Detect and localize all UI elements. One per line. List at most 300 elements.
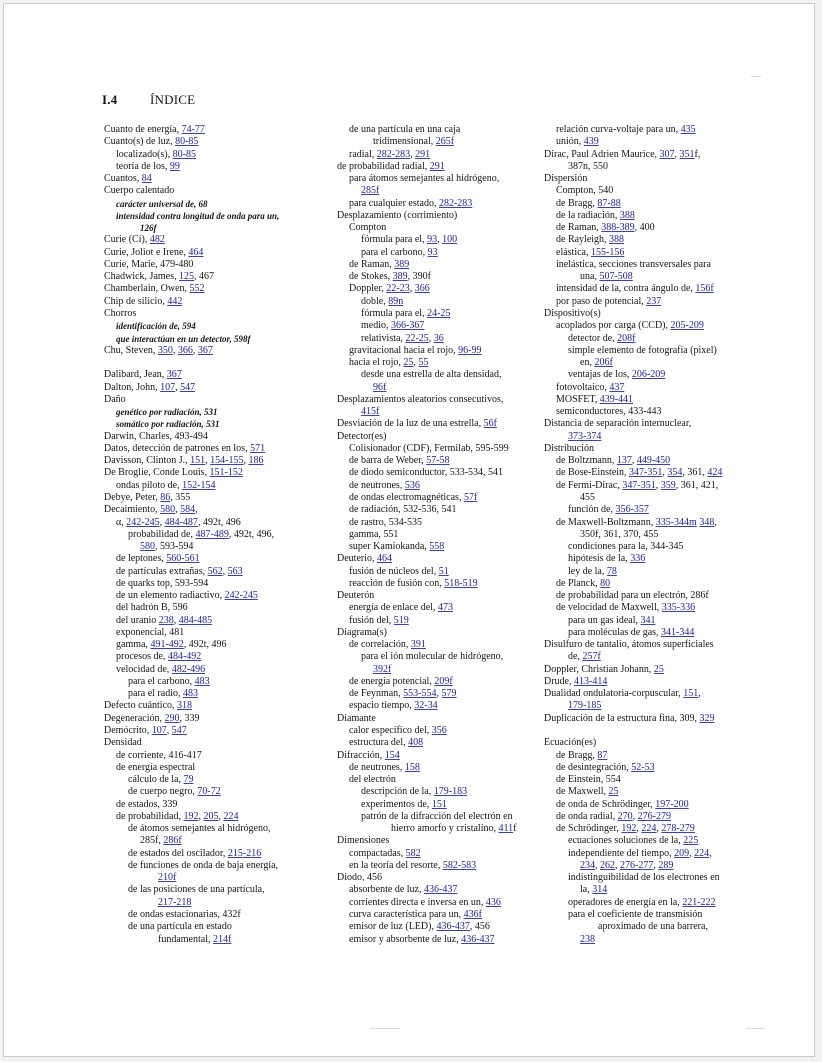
page-reference-link[interactable]: 314: [592, 884, 608, 896]
page-reference-link[interactable]: 214f: [212, 933, 232, 945]
entry-text: hacia el rojo,: [349, 357, 404, 369]
page-reference-link[interactable]: 391: [410, 639, 426, 651]
index-subentry: [337, 602, 555, 614]
page-reference-link[interactable]: 329: [699, 712, 715, 724]
page-reference-link[interactable]: 483: [182, 688, 198, 700]
entry-text: de probabilidad para un electrón, 286f: [556, 590, 709, 602]
index-entry: [544, 664, 776, 676]
index-subentry: [337, 725, 555, 737]
page-reference-link[interactable]: 491-492: [150, 639, 184, 651]
page-reference-link[interactable]: 80-85: [175, 136, 199, 148]
index-subentry: [104, 602, 322, 614]
page-reference-link[interactable]: 74-77: [181, 124, 205, 135]
page-reference-link[interactable]: 206-209: [631, 369, 666, 381]
page-reference-link[interactable]: 52-53: [631, 761, 655, 773]
entry-text: gravitacional hacia el rojo,: [349, 344, 459, 356]
index-subentry: [544, 627, 776, 639]
index-subentry: [544, 884, 776, 896]
index-subentry: [337, 529, 555, 541]
page-reference-link[interactable]: 276-279: [637, 810, 671, 822]
entry-text: teoría de los,: [116, 160, 170, 172]
page-reference-link[interactable]: 209f: [434, 675, 453, 687]
page-reference-link[interactable]: 107: [151, 725, 167, 737]
entry-text: Curie, Marie, 479-480: [104, 258, 194, 270]
index-subentry: [337, 467, 555, 479]
page-reference-link[interactable]: 78: [606, 565, 617, 577]
page-reference-link[interactable]: 100: [442, 234, 458, 246]
index-subentry: [544, 455, 776, 467]
page-reference-link[interactable]: 439-441: [599, 393, 634, 405]
entry-text: de corriente, 416-417: [116, 749, 202, 761]
page-reference-link[interactable]: 96-99: [458, 344, 482, 356]
page-reference-link[interactable]: 290: [164, 712, 180, 724]
page-reference-link[interactable]: 125: [179, 271, 194, 283]
entry-text: Ecuación(es): [544, 737, 597, 749]
page-reference-link[interactable]: 57-58: [426, 455, 450, 467]
entry-text: ,: [172, 344, 178, 356]
page-reference-link[interactable]: 286f: [163, 835, 182, 847]
entry-text: 350f, 361, 370, 455: [580, 528, 659, 540]
page-reference-link[interactable]: 151: [683, 688, 699, 700]
page-reference-link[interactable]: 205: [203, 810, 219, 822]
page-reference-link[interactable]: 87-88: [597, 197, 621, 209]
page-reference-link[interactable]: 80: [600, 577, 611, 589]
index-subentry: [337, 541, 555, 553]
page-reference-link[interactable]: 225: [683, 835, 699, 847]
page-reference-link[interactable]: 558: [429, 541, 445, 553]
page-reference-link[interactable]: 282-283: [438, 197, 473, 209]
index-subentry: [337, 492, 555, 504]
page-header: [102, 92, 195, 108]
page-reference-link[interactable]: 22-25: [405, 332, 429, 344]
page-reference-link[interactable]: 350: [157, 344, 173, 356]
index-subentry: [544, 786, 776, 798]
page-reference-link[interactable]: 179-183: [433, 786, 468, 798]
page-reference-link[interactable]: 436: [485, 896, 501, 908]
page-reference-link[interactable]: 553-554: [403, 688, 437, 700]
page-reference-link[interactable]: 151-152: [209, 467, 243, 479]
page-reference-link[interactable]: 205-209: [670, 320, 704, 332]
page-reference-link[interactable]: 257f: [582, 651, 601, 663]
entry-text: ,: [175, 504, 181, 516]
page-reference-link[interactable]: 87: [597, 749, 608, 761]
page-reference-link[interactable]: 307: [659, 148, 675, 160]
page-reference-link[interactable]: 437: [609, 381, 625, 393]
page-reference-link[interactable]: 155-156: [590, 246, 625, 258]
page-reference-link[interactable]: 413-414: [574, 675, 608, 687]
page-reference-link[interactable]: 415f: [361, 406, 380, 418]
index-subentry: [544, 553, 776, 565]
page-reference-link[interactable]: 291: [415, 148, 431, 160]
entry-text: reacción de fusión con,: [349, 577, 445, 589]
page-reference-link[interactable]: 208f: [617, 332, 636, 344]
page-reference-link[interactable]: 242-245: [126, 516, 160, 528]
page-reference-link[interactable]: 359: [660, 479, 676, 491]
entry-text: , 593-594: [155, 541, 194, 553]
page-reference-link[interactable]: 366: [177, 344, 193, 356]
page-reference-link[interactable]: 439: [583, 136, 599, 148]
page-reference-link[interactable]: 411: [498, 823, 514, 835]
index-subentry: [337, 921, 555, 933]
page-reference-link[interactable]: 25: [403, 357, 414, 369]
index-subentry: [104, 149, 322, 161]
index-entry: [104, 247, 322, 259]
page-reference-link[interactable]: 318: [177, 700, 193, 712]
page-reference-link[interactable]: 388-389: [601, 222, 635, 234]
index-subentry: [337, 271, 555, 283]
page-reference-link[interactable]: 276-277: [620, 859, 654, 871]
page-reference-link[interactable]: 107: [160, 381, 176, 393]
page-reference-link[interactable]: 158: [404, 761, 420, 773]
index-subentry: [337, 651, 555, 663]
index-subentry: [337, 480, 555, 492]
page-reference-link[interactable]: 366-367: [391, 320, 425, 332]
page-reference-link[interactable]: 367: [197, 344, 213, 356]
page-reference-link[interactable]: 424: [707, 467, 723, 479]
entry-text: identificación de, 594: [116, 321, 196, 332]
index-subentry: [104, 799, 322, 811]
page-reference-link[interactable]: 584: [180, 504, 196, 516]
entry-text: ,: [653, 859, 659, 871]
index-subentry: [337, 149, 555, 161]
page-reference-link[interactable]: 482: [149, 234, 165, 246]
page-reference-link[interactable]: 449-450: [636, 455, 671, 467]
page-reference-link[interactable]: 351: [679, 148, 695, 160]
index-subentry: [337, 762, 555, 774]
page-reference-link[interactable]: 32-34: [414, 700, 438, 712]
index-subentry: [104, 835, 322, 847]
page-reference-link[interactable]: 210f: [158, 872, 177, 884]
index-subentry: [544, 492, 776, 504]
index-subentry: [337, 455, 555, 467]
page-reference-link[interactable]: 237: [646, 295, 662, 307]
entry-text: Desplazamientos aleatorios consecutivos,: [337, 393, 504, 405]
page-reference-link[interactable]: 291: [429, 160, 445, 172]
entry-text: elástica,: [556, 246, 591, 258]
page-reference-link[interactable]: 154-155: [210, 455, 244, 467]
entry-text: ,: [195, 504, 198, 516]
entry-text: de Maxwell,: [556, 786, 609, 798]
page-reference-link[interactable]: 408: [408, 737, 424, 749]
page-reference-link[interactable]: 209: [674, 847, 690, 859]
page-reference-link[interactable]: 285f: [361, 185, 380, 197]
page-reference-link[interactable]: 464: [188, 246, 204, 258]
index-subentry: [544, 799, 776, 811]
page-reference-link[interactable]: 354: [667, 467, 683, 479]
entry-text: de funciones de onda de baja energía,: [128, 859, 279, 871]
page-reference-link[interactable]: 579: [441, 688, 457, 700]
entry-text: fórmula para el,: [361, 307, 428, 319]
entry-text: ondas piloto de,: [116, 479, 183, 491]
page-reference-link[interactable]: 186: [248, 455, 264, 467]
page-reference-link[interactable]: 519: [393, 614, 409, 626]
index-entry: [104, 455, 322, 467]
page-reference-link[interactable]: 156f: [695, 283, 714, 295]
page-reference-link[interactable]: 265f: [435, 136, 455, 148]
entry-text: ,: [198, 810, 204, 822]
entry-text: del hadrón B, 596: [116, 602, 188, 614]
page-reference-link[interactable]: 25: [653, 663, 664, 675]
page-reference-link[interactable]: 547: [180, 381, 196, 393]
page-reference-link[interactable]: 151: [190, 455, 206, 467]
entry-text: cálculo de la,: [128, 774, 184, 786]
entry-text: Decaimiento,: [104, 504, 161, 516]
page-reference-link[interactable]: 335-344m: [655, 516, 697, 528]
page-reference-link[interactable]: 356: [431, 725, 447, 737]
page-reference-link[interactable]: 389: [392, 271, 408, 283]
index-subentry: [337, 296, 555, 308]
index-column-2: [337, 124, 555, 946]
page-reference-link[interactable]: 366: [414, 283, 430, 295]
entry-text: condiciones para la, 344-345: [568, 541, 684, 553]
entry-text: Dalton, John,: [104, 381, 161, 393]
entry-text: Desplazamiento (corrimiento): [337, 209, 458, 221]
page-reference-link[interactable]: 580: [160, 504, 176, 516]
entry-text: , 492t, 496,: [228, 528, 275, 540]
entry-text: intensidad de la, contra ángulo de,: [556, 283, 696, 295]
page-reference-link[interactable]: 518-519: [444, 577, 478, 589]
page-reference-link[interactable]: 152-154: [182, 479, 216, 491]
page-reference-link[interactable]: 192: [183, 810, 199, 822]
page-reference-link[interactable]: 389: [394, 258, 410, 270]
index-entry: [104, 173, 322, 185]
page-reference-link[interactable]: 215-216: [227, 847, 262, 859]
page-reference-link[interactable]: 282-283: [376, 148, 411, 160]
page-reference-link[interactable]: 442: [167, 295, 183, 307]
page-reference-link[interactable]: 373-374: [568, 430, 602, 442]
entry-text: Chamberlain, Owen,: [104, 283, 190, 295]
page-reference-link[interactable]: 571: [250, 442, 266, 454]
page-reference-link[interactable]: 289: [658, 859, 674, 871]
page-reference-link[interactable]: 221-222: [682, 896, 716, 908]
page-reference-link[interactable]: 84: [141, 173, 152, 185]
page-reference-link[interactable]: 89n: [388, 295, 404, 307]
entry-text: ,: [674, 148, 680, 160]
entry-text: de Raman,: [349, 258, 395, 270]
entry-text: de estados, 339: [116, 798, 178, 810]
page-reference-link[interactable]: 348: [699, 516, 715, 528]
entry-text: estructura del,: [349, 737, 409, 749]
page-reference-link[interactable]: 341-344: [661, 626, 695, 638]
index-subentry: [337, 566, 555, 578]
page-reference-link[interactable]: 388: [619, 209, 635, 221]
index-entry: [104, 185, 322, 197]
index-subentry: [337, 737, 555, 749]
index-entry: [104, 369, 322, 381]
page-reference-link[interactable]: 560-561: [166, 553, 200, 565]
entry-text: Cuanto(s) de luz,: [104, 136, 176, 148]
page-reference-link[interactable]: 436-437: [423, 884, 458, 896]
page-reference-link[interactable]: 336: [630, 553, 646, 565]
page-reference-link[interactable]: 473: [437, 602, 453, 614]
page-reference-link[interactable]: 392f: [373, 663, 392, 675]
index-subentry: [104, 750, 322, 762]
entry-text: Debye, Peter,: [104, 491, 161, 503]
page-reference-link[interactable]: 96f: [373, 381, 387, 393]
page-reference-link[interactable]: 197-200: [655, 798, 689, 810]
index-entry: [337, 431, 555, 443]
page-reference-link[interactable]: 582-583: [442, 859, 477, 871]
page-reference-link[interactable]: 86: [160, 491, 171, 503]
entry-text: ,: [243, 455, 249, 467]
page-reference-link[interactable]: 270: [617, 810, 633, 822]
entry-text: ,: [689, 847, 695, 859]
entry-text: de barra de Weber,: [349, 455, 427, 467]
page-reference-link[interactable]: 137: [616, 455, 632, 467]
index-entry: [337, 713, 555, 725]
entry-text: Dalibard, Jean,: [104, 369, 167, 381]
entry-text: para un gas ideal,: [568, 614, 641, 626]
index-subentry: [104, 566, 322, 578]
entry-text: de Fermi-Dirac,: [556, 479, 623, 491]
index-entry: [104, 713, 322, 725]
entry-text: velocidad de,: [116, 663, 172, 675]
page-reference-link[interactable]: 507-508: [599, 271, 633, 283]
page-reference-link[interactable]: 536: [404, 479, 420, 491]
index-subentry: [337, 198, 555, 210]
page-reference-link[interactable]: 55: [418, 357, 429, 369]
index-subentry: [544, 823, 776, 835]
entry-text: carácter universal de, 68: [116, 198, 208, 209]
index-entry: [337, 627, 555, 639]
page-reference-link[interactable]: 70-72: [197, 786, 221, 798]
page-reference-link[interactable]: 347-351: [629, 467, 663, 479]
page-reference-link[interactable]: 484-487: [164, 516, 198, 528]
page-reference-link[interactable]: 482-496: [171, 663, 206, 675]
page-reference-link[interactable]: 99: [169, 160, 180, 172]
page-reference-link[interactable]: 487-489: [195, 528, 229, 540]
index-entry: [104, 467, 322, 479]
page-reference-link[interactable]: 552: [189, 283, 205, 295]
entry-text: de energía espectral: [116, 761, 196, 773]
entry-text: inelástica, secciones transversales para: [556, 258, 711, 270]
index-subentry: [544, 762, 776, 774]
entry-text: Drude,: [544, 675, 574, 687]
page-reference-link[interactable]: 224: [223, 810, 239, 822]
index-subentry: [544, 872, 776, 884]
page-reference-link[interactable]: 262: [600, 859, 615, 871]
page-reference-link[interactable]: 179-185: [568, 700, 602, 712]
entry-text: 285f,: [140, 835, 164, 847]
entry-text: absorbente de luz,: [349, 884, 424, 896]
page-reference-link[interactable]: 57f: [463, 491, 478, 503]
entry-text: Diodo, 456: [337, 872, 382, 884]
page-reference-link[interactable]: 562: [207, 565, 223, 577]
entry-text: para moléculas de gas,: [568, 626, 662, 638]
page-reference-link[interactable]: 547: [171, 725, 187, 737]
page-reference-link[interactable]: 278-279: [661, 823, 695, 835]
page-reference-link[interactable]: 192: [621, 823, 637, 835]
index-subentry: [544, 578, 776, 590]
page-reference-link[interactable]: 238: [580, 933, 595, 945]
page-reference-link[interactable]: 206f: [594, 357, 613, 369]
page-reference-link[interactable]: 224: [694, 847, 710, 859]
page-reference-link[interactable]: 435: [680, 124, 696, 135]
page-reference-link[interactable]: 56f: [483, 418, 497, 430]
page-reference-link[interactable]: 93: [427, 246, 438, 258]
index-subentry: [544, 259, 776, 271]
page-reference-link[interactable]: 79: [183, 774, 194, 786]
index-subentry: [104, 664, 322, 676]
entry-text: exponencial, 481: [116, 626, 185, 638]
index-subentry: [104, 884, 322, 896]
page-reference-link[interactable]: 151: [431, 798, 447, 810]
page-reference-link[interactable]: 36: [433, 332, 444, 344]
entry-text: ,: [437, 234, 443, 246]
page-reference-link[interactable]: 484-485: [178, 614, 213, 626]
page-reference-link[interactable]: 582: [405, 847, 421, 859]
index-subentry: [337, 124, 555, 136]
page-reference-link[interactable]: 335-336: [661, 602, 696, 614]
page-reference-link[interactable]: 388: [609, 234, 625, 246]
page-reference-link[interactable]: 367: [166, 369, 182, 381]
index-entry: [544, 737, 776, 749]
page-reference-link[interactable]: 93: [427, 234, 438, 246]
page-reference-link[interactable]: 24-25: [427, 307, 451, 319]
index-subentry: [104, 590, 322, 602]
index-entry: [104, 382, 322, 394]
page-reference-link[interactable]: 347-351: [622, 479, 656, 491]
entry-text: acoplados por carga (CCD),: [556, 320, 671, 332]
page-reference-link[interactable]: 580: [140, 541, 155, 553]
page-reference-link[interactable]: 563: [227, 565, 243, 577]
page-reference-link[interactable]: 484-492: [167, 651, 202, 663]
index-entry: [337, 750, 555, 762]
index-subentry: [104, 161, 322, 173]
index-subentry: [544, 333, 776, 345]
page-reference-link[interactable]: 483: [194, 675, 210, 687]
entry-text: Chadwick, James,: [104, 271, 179, 283]
entry-text: ,: [655, 479, 661, 491]
entry-text: espacio tiempo,: [349, 700, 415, 712]
page-reference-link[interactable]: 217-218: [158, 896, 192, 908]
index-entry: [104, 296, 322, 308]
page-reference-link[interactable]: 224: [641, 823, 657, 835]
index-subentry: [544, 504, 776, 516]
entry-text: , 456: [469, 921, 490, 933]
entry-text: ,: [409, 283, 415, 295]
entry-text: de diodo semiconductor, 533-534, 541: [349, 467, 504, 479]
page-reference-link[interactable]: 22-23: [386, 283, 410, 295]
entry-text: Difracción,: [337, 749, 385, 761]
page-reference-link[interactable]: 154: [384, 749, 400, 761]
page-reference-link[interactable]: 436f: [463, 909, 482, 920]
index-subentry: [104, 480, 322, 492]
page-reference-link[interactable]: 464: [377, 553, 392, 565]
index-entry: [104, 124, 322, 136]
index-subentry: [337, 860, 555, 872]
entry-text: gamma, 551: [349, 528, 399, 540]
page-reference-link[interactable]: 341: [640, 614, 656, 626]
index-entry: [104, 492, 322, 504]
page-reference-link[interactable]: 242-245: [224, 590, 258, 602]
page-reference-link[interactable]: 51: [438, 565, 449, 577]
entry-text: fotovoltaico,: [556, 381, 610, 393]
entry-text: fórmula para el,: [361, 234, 428, 246]
entry-text: Chorros: [104, 307, 137, 319]
page-reference-link[interactable]: 25: [608, 786, 619, 798]
page-reference-link[interactable]: 436-437: [461, 933, 495, 945]
page-reference-link[interactable]: 238: [158, 614, 174, 626]
entry-text: localizado(s),: [116, 148, 173, 160]
entry-text: relativista,: [361, 332, 406, 344]
entry-text: ventajas de los,: [568, 369, 632, 381]
page-reference-link[interactable]: 234: [580, 859, 595, 871]
page-reference-link[interactable]: 356-357: [615, 504, 649, 516]
page-reference-link[interactable]: 436-437: [436, 921, 470, 933]
entry-text: doble,: [361, 295, 389, 307]
page-reference-link[interactable]: 80-85: [172, 148, 196, 160]
